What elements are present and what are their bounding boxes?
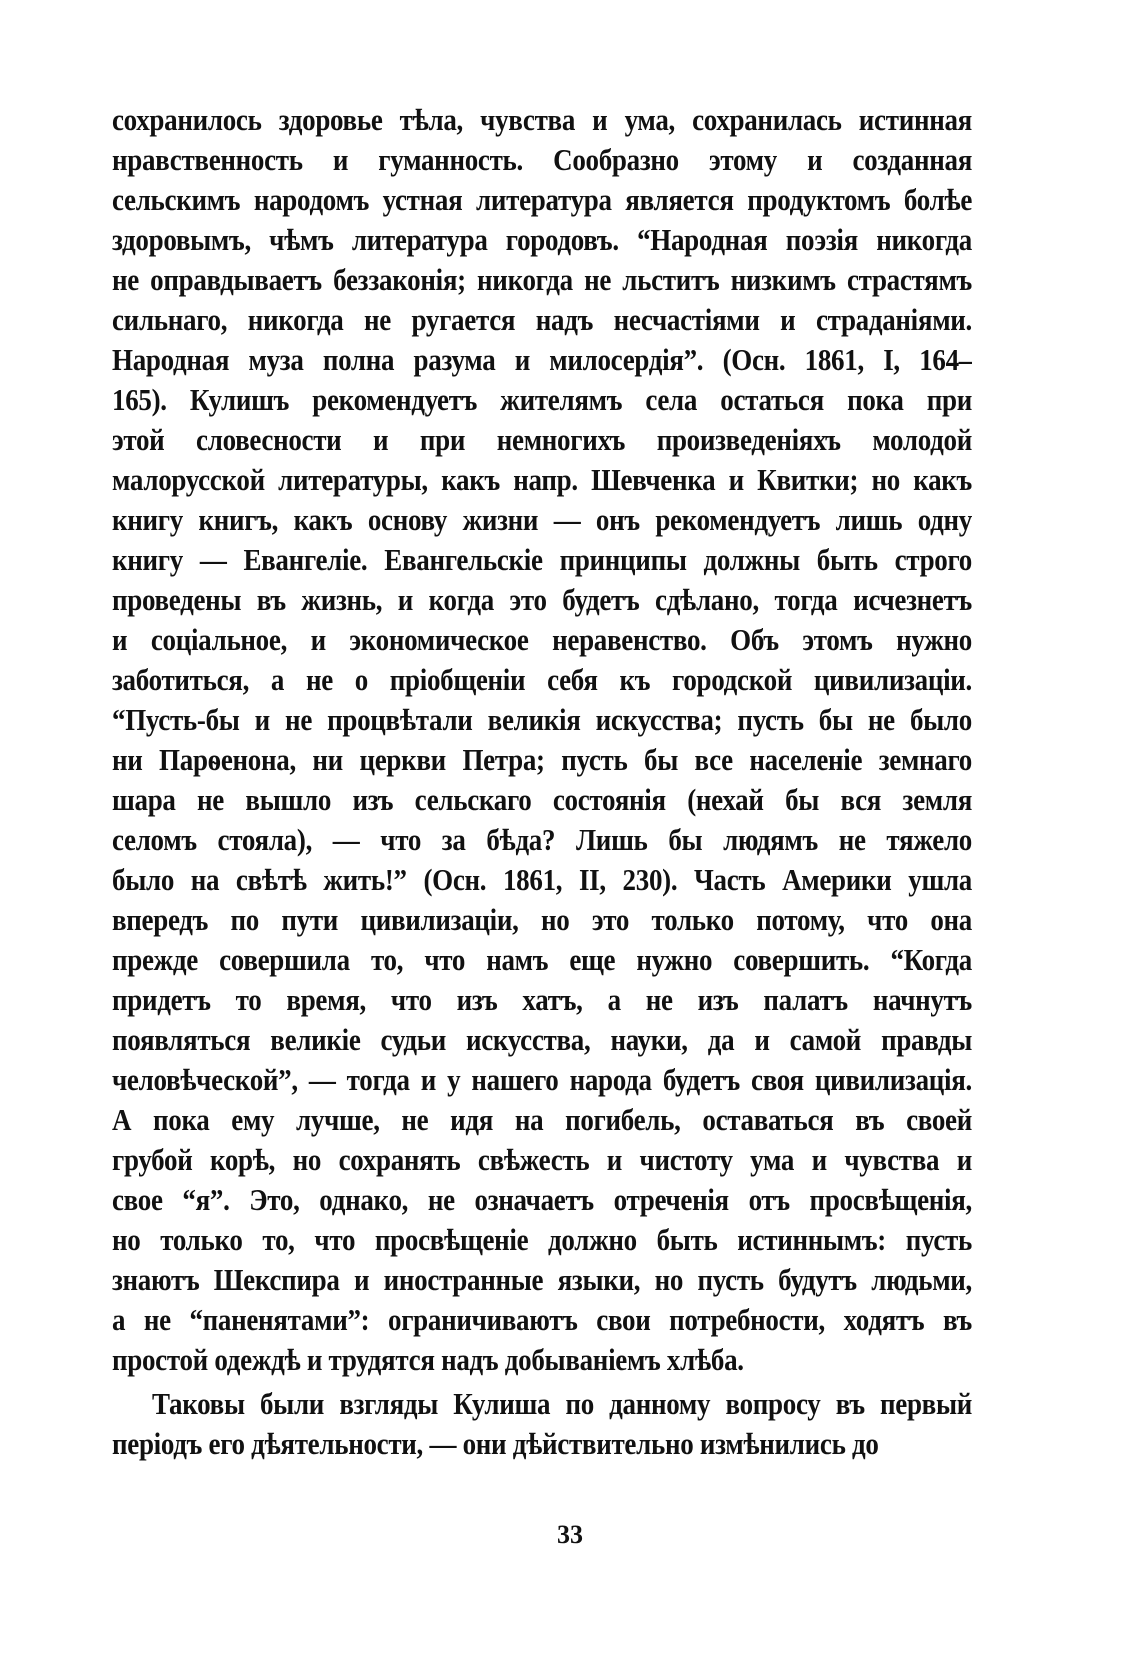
text-line: знаютъ Шекспира и иностранные языки, но пусть будутъ людьми,: [112, 1263, 972, 1297]
text-line: малорусской литературы, какъ напр. Шевченка и Квитки; но какъ: [112, 463, 972, 497]
text-line: этой словесности и при немногихъ произведеніяхъ молодой: [112, 423, 972, 457]
text-line: прежде совершила то, что намъ еще нужно совершить. “Когда: [112, 943, 972, 977]
text-line: сельскимъ народомъ устная литература является продуктомъ болѣе: [112, 183, 972, 217]
paragraph-1: [112, 100, 972, 1380]
text-line: а не “паненятами”: ограничиваютъ свои потребности, ходятъ въ: [112, 1303, 972, 1337]
text-line: Таковы были взгляды Кулиша по данному вопросу въ первый: [152, 1387, 972, 1421]
text-line: не оправдываетъ беззаконія; никогда не льститъ низкимъ страстямъ: [112, 263, 972, 297]
paragraph-2: [112, 1384, 972, 1464]
text-line: 165). Кулишъ рекомендуетъ жителямъ села остаться пока при: [112, 383, 972, 417]
body-text: [112, 100, 972, 1464]
text-line: грубой корѣ, но сохранять свѣжесть и чистоту ума и чувства и: [112, 1143, 972, 1177]
text-line: нравственность и гуманность. Сообразно этому и созданная: [112, 143, 972, 177]
text-line: шара не вышло изъ сельскаго состоянія (нехай бы вся земля: [112, 783, 972, 817]
text-line: свое “я”. Это, однако, не означаетъ отреченія отъ просвѣщенія,: [112, 1183, 972, 1217]
text-line: придетъ то время, что изъ хатъ, а не изъ палатъ начнутъ: [112, 983, 972, 1017]
text-line: селомъ стояла), — что за бѣда? Лишь бы людямъ не тяжело: [112, 823, 972, 857]
text-line: Народная муза полна разума и милосердія”. (Осн. 1861, I, 164–: [112, 343, 972, 377]
text-line: человѣческой”, — тогда и у нашего народа будетъ своя цивилизація.: [112, 1063, 972, 1097]
text-line: но только то, что просвѣщеніе должно быть истиннымъ: пусть: [112, 1223, 972, 1257]
text-line: появляться великіе судьи искусства, науки, да и самой правды: [112, 1023, 972, 1057]
text-line: простой одеждѣ и трудятся надъ добываніемъ хлѣба.: [112, 1343, 744, 1377]
text-line: ни Парѳенона, ни церкви Петра; пусть бы все населеніе земнаго: [112, 743, 972, 777]
text-line: и соціальное, и экономическое неравенство. Объ этомъ нужно: [112, 623, 972, 657]
text-line: было на свѣтѣ жить!” (Осн. 1861, II, 230). Часть Америки ушла: [112, 863, 972, 897]
text-line: заботиться, а не о пріобщеніи себя къ городской цивилизаціи.: [112, 663, 972, 697]
text-line: періодъ его дѣятельности, — они дѣйствительно измѣнились до: [112, 1427, 879, 1461]
text-line: сохранилось здоровье тѣла, чувства и ума, сохранилась истинная: [112, 103, 972, 137]
text-line: впередъ по пути цивилизаціи, но это только потому, что она: [112, 903, 972, 937]
text-line: книгу книгъ, какъ основу жизни — онъ рекомендуетъ лишь одну: [112, 503, 972, 537]
page-number: 33: [557, 1520, 583, 1549]
text-line: здоровымъ, чѣмъ литература городовъ. “Народная поэзія никогда: [112, 223, 972, 257]
text-line: “Пусть-бы и не процвѣтали великія искусства; пусть бы не было: [112, 703, 972, 737]
text-line: проведены въ жизнь, и когда это будетъ сдѣлано, тогда исчезнетъ: [112, 583, 972, 617]
text-line: сильнаго, никогда не ругается надъ несчастіями и страданіями.: [112, 303, 972, 337]
text-line: А пока ему лучше, не идя на погибель, оставаться въ своей: [112, 1103, 972, 1137]
text-line: книгу — Евангеліе. Евангельскіе принципы должны быть строго: [112, 543, 972, 577]
